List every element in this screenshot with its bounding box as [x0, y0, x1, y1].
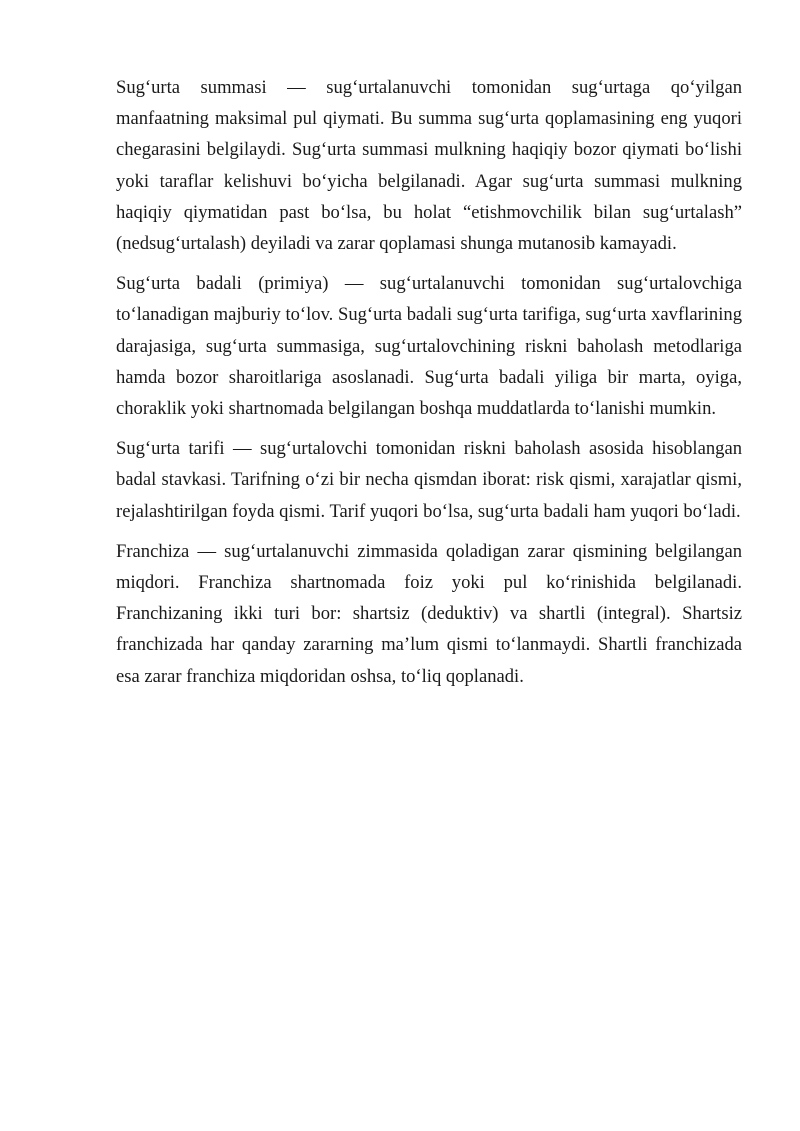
paragraph-sugurta-badali: Sug‘urta badali (primiya) — sug‘urtalanuvchi tomonidan sug‘urtalovchiga to‘lanadigan majburiy to‘lov. Sug‘urta badali sug‘urta tarifiga, sug‘urta xavflarining darajasiga, sug‘urta summasiga, sug‘urtalovchining riskni baholash metodlariga hamda bozor sharoitlariga asoslanadi. Sug‘urta badali yiliga bir marta, oyiga, choraklik yoki shartnomada belgilangan boshqa muddatlarda to‘lanishi mumkin.: [116, 273, 742, 420]
document-body: [116, 72, 742, 701]
paragraph-sugurta-summasi: Sug‘urta summasi — sug‘urtalanuvchi tomonidan sug‘urtaga qo‘yilgan manfaatning maksimal pul qiymati. Bu summa sug‘urta qoplamasining eng yuqori chegarasini belgilaydi. Sug‘urta summasi mulkning haqiqiy bozor qiymati bo‘lishi yoki taraflar kelishuvi bo‘yicha belgilanadi. Agar sug‘urta summasi mulkning haqiqiy qiymatidan past bo‘lsa, bu holat “etishmovchilik bilan sug‘urtalash” (nedsug‘urtalash) deyiladi va zarar qoplamasi shunga mutanosib kamayadi.: [116, 77, 742, 255]
paragraph-franchiza: Franchiza — sug‘urtalanuvchi zimmasida qoladigan zarar qismining belgilangan miqdori. Franchiza shartnomada foiz yoki pul ko‘rinishida belgilanadi. Franchizaning ikki turi bor: shartsiz (deduktiv) va shartli (integral). Shartsiz franchizada har qanday zararning ma’lum qismi to‘lanmaydi. Shartli franchizada esa zarar franchiza miqdoridan oshsa, to‘liq qoplanadi.: [116, 540, 742, 687]
paragraph-sugurta-tarifi: Sug‘urta tarifi — sug‘urtalovchi tomonidan riskni baholash asosida hisoblangan badal stavkasi. Tarifning o‘zi bir necha qismdan iborat: risk qismi, xarajatlar qismi, rejalashtirilgan foyda qismi. Tarif yuqori bo‘lsa, sug‘urta badali ham yuqori bo‘ladi.: [116, 438, 742, 522]
